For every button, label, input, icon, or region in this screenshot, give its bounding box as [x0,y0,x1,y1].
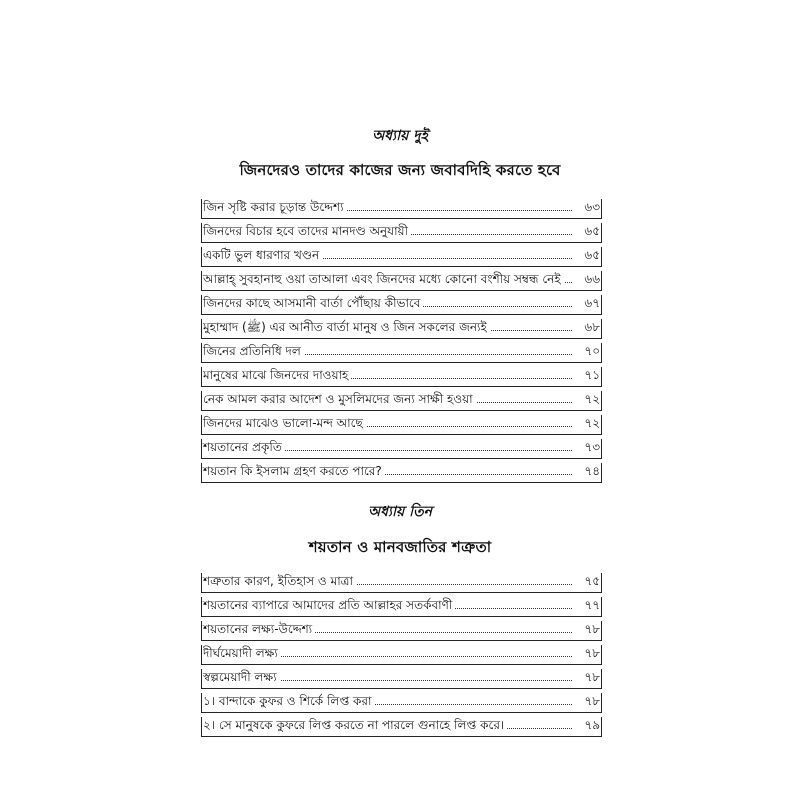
toc-entry-page: ৭০ [581,344,600,358]
toc-entry-title: শয়তান কি ইসলাম গ্রহণ করতে পারে? [203,464,385,478]
toc-entry[interactable] [201,569,602,593]
toc-entry-page: ৭২ [581,416,600,430]
toc-entry-title: শয়তানের প্রকৃতি [203,440,285,454]
toc-entry-title: জিনদের বিচার হবে তাদের মানদণ্ড অনুযায়ী [203,224,411,238]
toc-entry-page: ৭৮ [581,622,600,636]
toc-entry[interactable] [201,689,602,713]
chapter-2-title: জিনদেরও তাদের কাজের জন্য জবাবদিহি করতে হবে [239,161,561,179]
toc-entry-title: জিনের প্রতিনিধি দল [203,344,304,358]
toc-entry-page: ৬৩ [581,200,600,214]
chapter-3-title: শয়তান ও মানবজাতির শত্রুতা [308,538,492,556]
toc-entry-page: ৬৭ [581,296,600,310]
toc-entry[interactable] [201,219,602,243]
toc-entry-page: ৭৯ [581,718,600,732]
toc-entry[interactable] [201,593,602,617]
toc-entry-title: জিন সৃষ্টি করার চূড়ান্ত উদ্দেশ্য [203,200,347,214]
toc-entry[interactable] [201,363,602,387]
toc-entry-page: ৬৬ [581,272,600,286]
toc-entry-title: স্বল্পমেয়াদী লক্ষ্য [203,670,280,684]
toc-entry-title: দীর্ঘমেয়াদী লক্ষ্য [203,646,281,660]
toc-entry[interactable] [201,641,602,665]
toc-entry-title: নেক আমল করার আদেশ ও মুসলিমদের জন্য সাক্ষী হওয়া [203,392,476,406]
toc-entry-page: ৭৮ [581,670,600,684]
toc-entry-page: ৬৫ [581,224,600,238]
toc-entry-title: ২। সে মানুষকে কুফরে লিপ্ত করতে না পারলে গুনাহে লিপ্ত করে। [203,718,507,732]
toc-entry[interactable] [201,459,602,483]
toc-entry-page: ৭৪ [581,464,600,478]
toc-entry[interactable] [201,387,602,411]
toc-entry-title: শত্রুতার কারণ, ইতিহাস ও মাত্রা [203,574,356,588]
chapter-3-toc [201,569,602,737]
toc-entry[interactable] [201,665,602,689]
toc-entry-page: ৭১ [581,368,600,382]
toc-entry-title: একটি ভুল ধারণার খণ্ডন [203,248,322,262]
toc-entry[interactable] [201,315,602,339]
toc-entry[interactable] [201,411,602,435]
toc-entry-title: আল্লাহ্ সুবহানাহু ওয়া তাআলা এবং জিনদের মধ্যে কোনো বংশীয় সম্বন্ধ নেই [203,272,564,286]
toc-entry-title: জিনদের কাছে আসমানী বার্তা পৌঁছায় কীভাবে [203,296,423,310]
toc-entry-page: ৬৫ [581,248,600,262]
toc-entry-title: শয়তানের লক্ষ্য-উদ্দেশ্য [203,622,315,636]
toc-entry-title: ১। বান্দাকে কুফর ও শির্কে লিপ্ত করা [203,694,375,708]
toc-entry[interactable] [201,243,602,267]
toc-entry-title: জিনদের মাঝেও ভালো-মন্দ আছে [203,416,366,430]
chapter-2-label: অধ্যায় দুই [372,128,428,144]
toc-entry-page: ৭৭ [581,598,600,612]
toc-entry-page: ৭৫ [581,574,600,588]
toc-entry[interactable] [201,339,602,363]
chapter-3-label: অধ্যায় তিন [367,504,433,520]
toc-entry[interactable] [201,435,602,459]
toc-entry[interactable] [201,291,602,315]
toc-entry[interactable] [201,267,602,291]
toc-entry-page: ৭২ [581,392,600,406]
toc-entry-page: ৭৮ [581,646,600,660]
toc-entry[interactable] [201,713,602,737]
toc-entry[interactable] [201,617,602,641]
toc-entry-page: ৭৮ [581,694,600,708]
toc-entry-page: ৬৮ [581,320,600,334]
toc-entry-page: ৭৩ [581,440,600,454]
toc-entry[interactable] [201,195,602,219]
toc-entry-title: মানুষের মাঝে জিনদের দাওয়াহ [203,368,351,382]
chapter-2-toc [201,195,602,483]
toc-entry-title: মুহাম্মাদ (ﷺ) এর আনীত বার্তা মানুষ ও জিন সকলের জন্যই [203,320,490,334]
toc-entry-title: শয়তানের ব্যাপারে আমাদের প্রতি আল্লাহর সতর্কবাণী [203,598,455,612]
